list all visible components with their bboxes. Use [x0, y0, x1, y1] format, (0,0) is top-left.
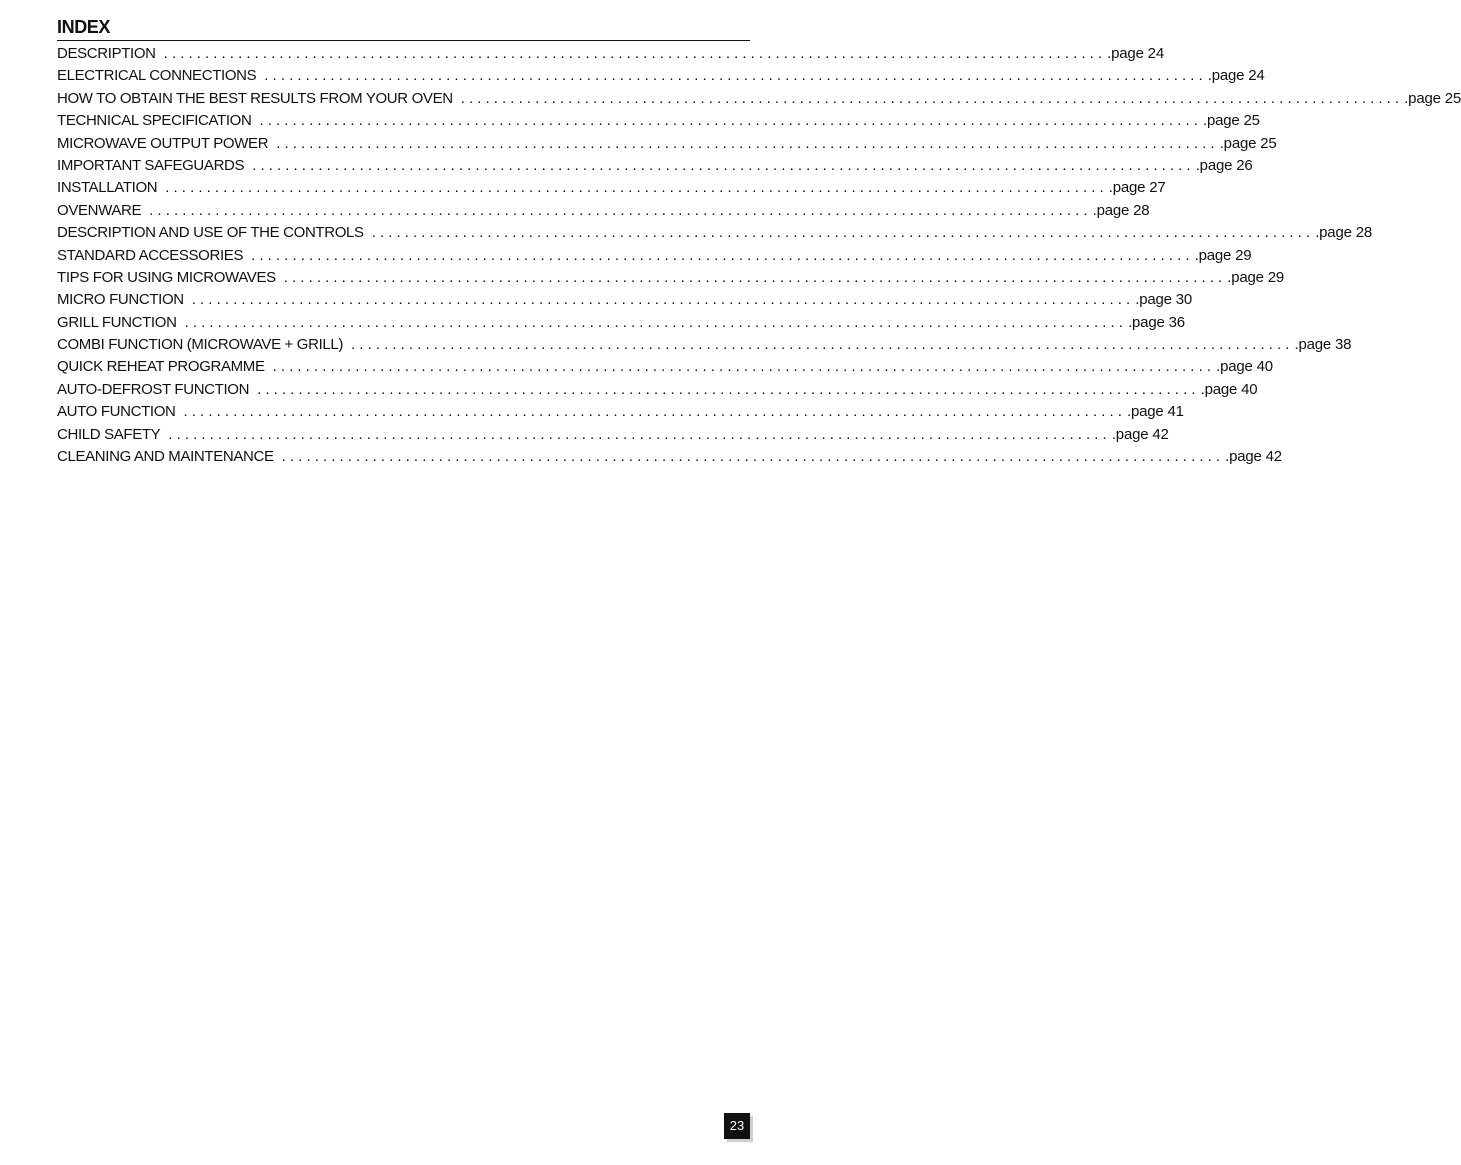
toc-entry-page: .page 30	[1135, 291, 1193, 309]
toc-entry-title: TIPS FOR USING MICROWAVES	[57, 268, 276, 286]
toc-entry[interactable]	[57, 424, 1169, 446]
toc-entry-page: .page 40	[1200, 380, 1258, 398]
toc-entry-title: GRILL FUNCTION	[57, 313, 177, 331]
toc-entry-page: .page 29	[1227, 268, 1285, 286]
toc-entry-title: MICROWAVE OUTPUT POWER	[57, 134, 269, 152]
index-heading	[57, 16, 750, 41]
toc-entry-page: .page 24	[1207, 67, 1265, 85]
toc-entry-page: .page 42	[1111, 425, 1169, 443]
dot-leader: ..................................................................................................................	[272, 358, 1216, 376]
toc-entry-title: DESCRIPTION	[57, 45, 156, 62]
dot-leader: ..................................................................................................................	[351, 336, 1294, 354]
toc-entry-page: .page 25	[1219, 134, 1277, 152]
toc-entry-title: OVENWARE	[57, 201, 142, 219]
dot-leader: ..................................................................................................................	[460, 89, 1404, 107]
toc-entry-title: MICRO FUNCTION	[57, 291, 184, 309]
toc-entry[interactable]	[57, 289, 1193, 311]
toc-entry-title: IMPORTANT SAFEGUARDS	[57, 156, 245, 174]
toc-entry-title: ELECTRICAL CONNECTIONS	[57, 67, 257, 85]
dot-leader: ..................................................................................................................	[281, 448, 1225, 466]
toc-entry-title: STANDARD ACCESSORIES	[57, 246, 244, 264]
toc-entry[interactable]	[57, 177, 1166, 199]
dot-leader: ..................................................................................................................	[168, 425, 1111, 443]
toc-entry[interactable]	[57, 312, 1185, 334]
toc-entry-page: .page 24	[1107, 45, 1164, 62]
toc-entry[interactable]	[57, 245, 1252, 267]
toc-entry[interactable]	[57, 133, 1277, 155]
toc-entry[interactable]	[57, 155, 1253, 177]
toc-entry-page: .page 28	[1315, 224, 1372, 242]
dot-leader: ..................................................................................................................	[149, 201, 1092, 219]
dot-leader: ..................................................................................................................	[183, 403, 1127, 421]
toc-entry-title: COMBI FUNCTION (MICROWAVE + GRILL)	[57, 336, 344, 354]
toc-entry-page: .page 27	[1108, 179, 1166, 197]
toc-entry-title: TECHNICAL SPECIFICATION	[57, 112, 252, 130]
page-number: 23	[724, 1113, 750, 1139]
dot-leader: ..................................................................................................................	[371, 224, 1315, 242]
index-heading-text: INDEX	[57, 17, 111, 37]
toc-entry[interactable]	[57, 379, 1258, 401]
toc-entry[interactable]	[57, 200, 1150, 222]
toc-entry-title: AUTO FUNCTION	[57, 403, 176, 421]
toc-entry-page: .page 36	[1128, 313, 1185, 331]
dot-leader: ..................................................................................................................	[163, 45, 1107, 62]
toc-entry-title: INSTALLATION	[57, 179, 158, 197]
toc-entry-page: .page 26	[1195, 156, 1253, 174]
dot-leader: ..................................................................................................................	[276, 134, 1219, 152]
dot-leader: ..................................................................................................................	[259, 112, 1202, 130]
toc-entry-page: .page 25	[1404, 89, 1461, 107]
toc-entry-page: .page 25	[1202, 112, 1260, 130]
toc-entry-page: .page 38	[1294, 336, 1352, 354]
dot-leader: ..................................................................................................................	[191, 291, 1135, 309]
toc-entry[interactable]	[57, 267, 1285, 289]
toc-entry-title: HOW TO OBTAIN THE BEST RESULTS FROM YOUR OVEN	[57, 89, 453, 107]
toc-entry[interactable]	[57, 65, 1265, 87]
table-of-contents	[57, 43, 1461, 468]
toc-entry[interactable]	[57, 222, 1372, 244]
toc-entry-title: CLEANING AND MAINTENANCE	[57, 448, 274, 466]
toc-entry[interactable]	[57, 110, 1260, 132]
toc-entry[interactable]	[57, 401, 1184, 423]
toc-entry[interactable]	[57, 88, 1461, 110]
toc-entry-title: AUTO-DEFROST FUNCTION	[57, 380, 250, 398]
dot-leader: ..................................................................................................................	[165, 179, 1108, 197]
dot-leader: ..................................................................................................................	[251, 246, 1194, 264]
toc-entry[interactable]	[57, 334, 1352, 356]
dot-leader: ..................................................................................................................	[283, 268, 1227, 286]
toc-entry[interactable]	[57, 446, 1282, 468]
toc-entry[interactable]	[57, 356, 1273, 378]
toc-entry-page: .page 41	[1127, 403, 1184, 421]
toc-entry-title: QUICK REHEAT PROGRAMME	[57, 358, 265, 376]
toc-entry-page: .page 29	[1194, 246, 1252, 264]
toc-entry-title: DESCRIPTION AND USE OF THE CONTROLS	[57, 224, 364, 242]
toc-entry-title: CHILD SAFETY	[57, 425, 161, 443]
toc-entry[interactable]	[57, 43, 1164, 65]
dot-leader: ..................................................................................................................	[257, 380, 1200, 398]
dot-leader: ..................................................................................................................	[264, 67, 1207, 85]
toc-entry-page: .page 40	[1216, 358, 1273, 376]
dot-leader: ..................................................................................................................	[184, 313, 1128, 331]
dot-leader: ..................................................................................................................	[252, 156, 1195, 174]
toc-entry-page: .page 28	[1092, 201, 1150, 219]
toc-entry-page: .page 42	[1225, 448, 1282, 466]
